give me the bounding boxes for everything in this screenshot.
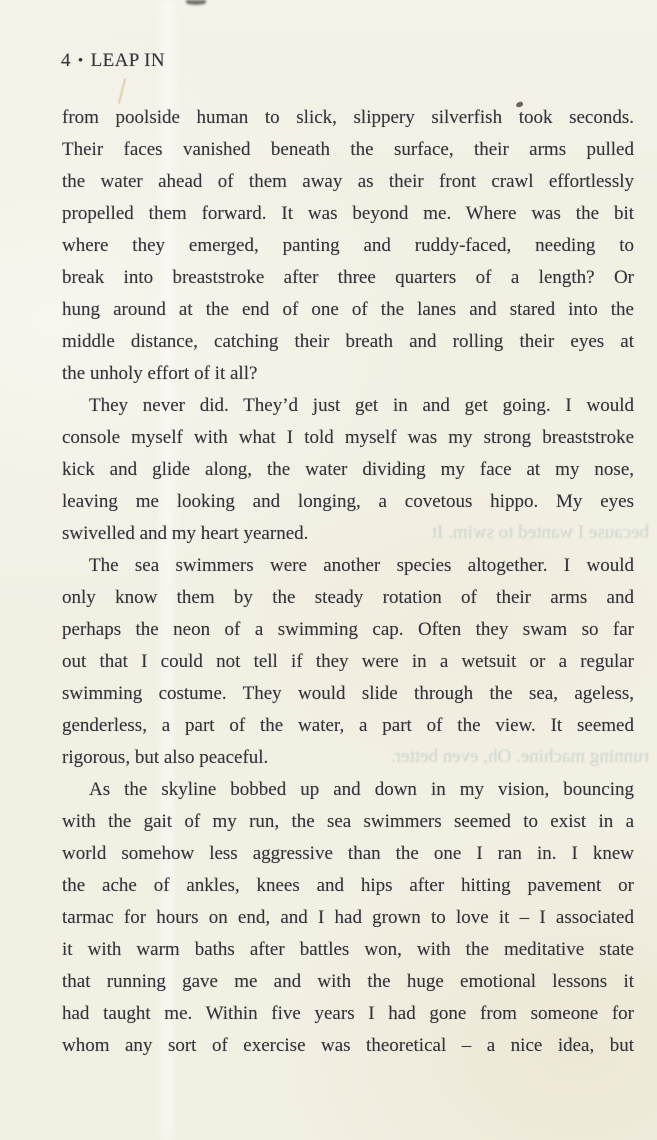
- scan-smudge: [186, 0, 206, 5]
- text-line: swimming costume. They would slide through the sea, ageless,: [62, 683, 634, 704]
- page-number: 4: [61, 50, 71, 71]
- ghost-text: because I wanted to swim. It: [431, 522, 649, 543]
- text-line: They never did. They’d just get in and get going. I would: [89, 395, 634, 416]
- text-line: that running gave me and with the huge emotional lessons it: [62, 971, 634, 992]
- text-line: whom any sort of exercise was theoretical – a nice idea, but: [62, 1035, 634, 1056]
- text-line: had taught me. Within five years I had gone from someone for: [62, 1003, 634, 1024]
- text-line: propelled them forward. It was beyond me. Where was the bit: [62, 203, 634, 224]
- text-line: Their faces vanished beneath the surface, their arms pulled: [62, 139, 634, 160]
- ghost-text: running machine. Oh, even better.: [390, 746, 649, 767]
- paragraph: [62, 550, 634, 774]
- text-line: perhaps the neon of a swimming cap. Often they swam so far: [62, 619, 634, 640]
- text-block: [62, 102, 634, 1062]
- text-line: As the skyline bobbed up and down in my vision, bouncing: [89, 779, 634, 800]
- text-line: genderless, a part of the water, a part of the view. It seemed: [62, 715, 634, 736]
- text-line: only know them by the steady rotation of their arms and: [62, 587, 634, 608]
- text-line: world somehow less aggressive than the one I ran in. I knew: [62, 843, 634, 864]
- paragraph: [62, 390, 634, 550]
- text-line: from poolside human to slick, slippery silverfish took seconds.: [62, 107, 634, 128]
- text-line: the water ahead of them away as their front crawl effortlessly: [62, 171, 634, 192]
- running-header: [61, 50, 165, 72]
- text-line: The sea swimmers were another species altogether. I would: [89, 555, 634, 576]
- text-line: it with warm baths after battles won, with the meditative state: [62, 939, 634, 960]
- text-line: console myself with what I told myself was my strong breaststroke: [62, 427, 634, 448]
- scan-scratch: [118, 78, 126, 104]
- text-line: with the gait of my run, the sea swimmers seemed to exist in a: [62, 811, 634, 832]
- text-line: swivelled and my heart yearned.: [62, 523, 309, 544]
- book-title: LEAP IN: [90, 50, 165, 71]
- paragraph: [62, 102, 634, 390]
- text-line: rigorous, but also peaceful.: [62, 747, 269, 768]
- text-line: where they emerged, panting and ruddy-faced, needing to: [62, 235, 634, 256]
- paragraph: [62, 774, 634, 1062]
- text-line: break into breaststroke after three quarters of a length? Or: [62, 267, 634, 288]
- header-bullet-icon: •: [77, 53, 84, 69]
- text-line: leaving me looking and longing, a covetous hippo. My eyes: [62, 491, 634, 512]
- text-line: kick and glide along, the water dividing my face at my nose,: [62, 459, 634, 480]
- text-line: hung around at the end of one of the lanes and stared into the: [62, 299, 634, 320]
- text-line: the ache of ankles, knees and hips after hitting pavement or: [62, 875, 634, 896]
- text-line: the unholy effort of it all?: [62, 363, 258, 384]
- text-line: out that I could not tell if they were in a wetsuit or a regular: [62, 651, 634, 672]
- text-line: middle distance, catching their breath and rolling their eyes at: [62, 331, 634, 352]
- text-line: tarmac for hours on end, and I had grown to love it – I associated: [62, 907, 634, 928]
